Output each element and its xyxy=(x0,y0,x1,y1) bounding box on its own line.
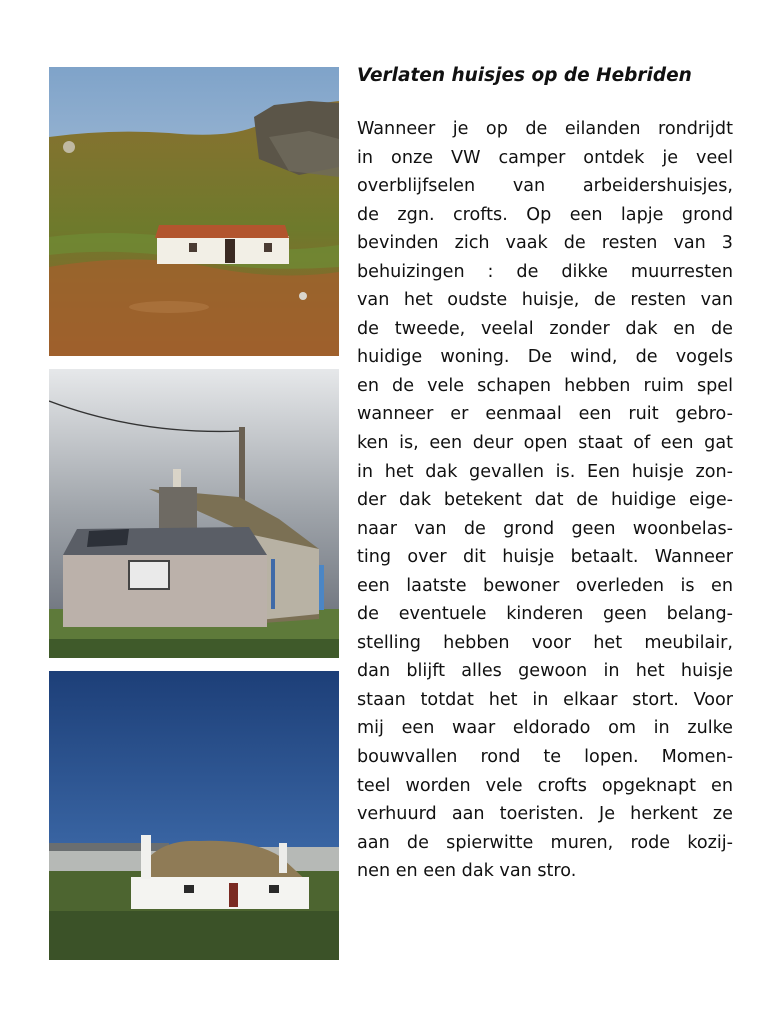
article-body xyxy=(357,115,733,886)
body-line: verhuurd aan toeristen. Je herkent ze xyxy=(357,804,733,825)
photo-thatched-white-cottage xyxy=(49,671,339,960)
body-line: der dak betekent dat de huidige eige- xyxy=(357,490,733,511)
body-line: van het oudste huisje, de resten van xyxy=(357,290,733,311)
body-line: ting over dit huisje betaalt. Wanneer xyxy=(357,547,733,568)
body-line: bevinden zich vaak de resten van 3 xyxy=(357,233,733,254)
body-line: in onze VW camper ontdek je veel xyxy=(357,147,733,168)
body-line: aan de spierwitte muren, rode kozij- xyxy=(357,832,733,853)
article-title: Verlaten huisjes op de Hebriden xyxy=(357,65,692,86)
body-line: staan totdat het in elkaar stort. Voor xyxy=(357,689,733,710)
body-line: bouwvallen rond te lopen. Momen- xyxy=(357,747,733,768)
body-line: ken is, een deur open staat of een gat xyxy=(357,433,733,454)
body-line: de zgn. crofts. Op een lapje grond xyxy=(357,204,733,225)
body-line: behuizingen : de dikke muurresten xyxy=(357,261,733,282)
body-line: in het dak gevallen is. Een huisje zon- xyxy=(357,461,733,482)
photo-corrugated-iron-cottage xyxy=(49,369,339,658)
body-line: de tweede, veelal zonder dak en de xyxy=(357,318,733,339)
body-line: stelling hebben voor het meubilair, xyxy=(357,632,733,653)
body-line: wanneer er eenmaal een ruit gebro- xyxy=(357,404,733,425)
body-line: huidige woning. De wind, de vogels xyxy=(357,347,733,368)
body-line: nen en een dak van stro. xyxy=(357,861,577,882)
body-line: Wanneer je op de eilanden rondrijdt xyxy=(357,119,733,139)
body-line: naar van de grond geen woonbelas- xyxy=(357,518,733,539)
body-line: de eventuele kinderen geen belang- xyxy=(357,604,733,625)
body-line: dan blijft alles gewoon in het huisje xyxy=(357,661,733,682)
body-line: mij een waar eldorado om in zulke xyxy=(357,718,733,739)
body-line: en de vele schapen hebben ruim spel xyxy=(357,375,733,396)
body-line: teel worden vele crofts opgeknapt en xyxy=(357,775,733,796)
photo-ruined-cottage-hillside xyxy=(49,67,339,356)
body-line: een laatste bewoner overleden is en xyxy=(357,575,733,596)
body-line: overblijfselen van arbeidershuisjes, xyxy=(357,176,733,197)
